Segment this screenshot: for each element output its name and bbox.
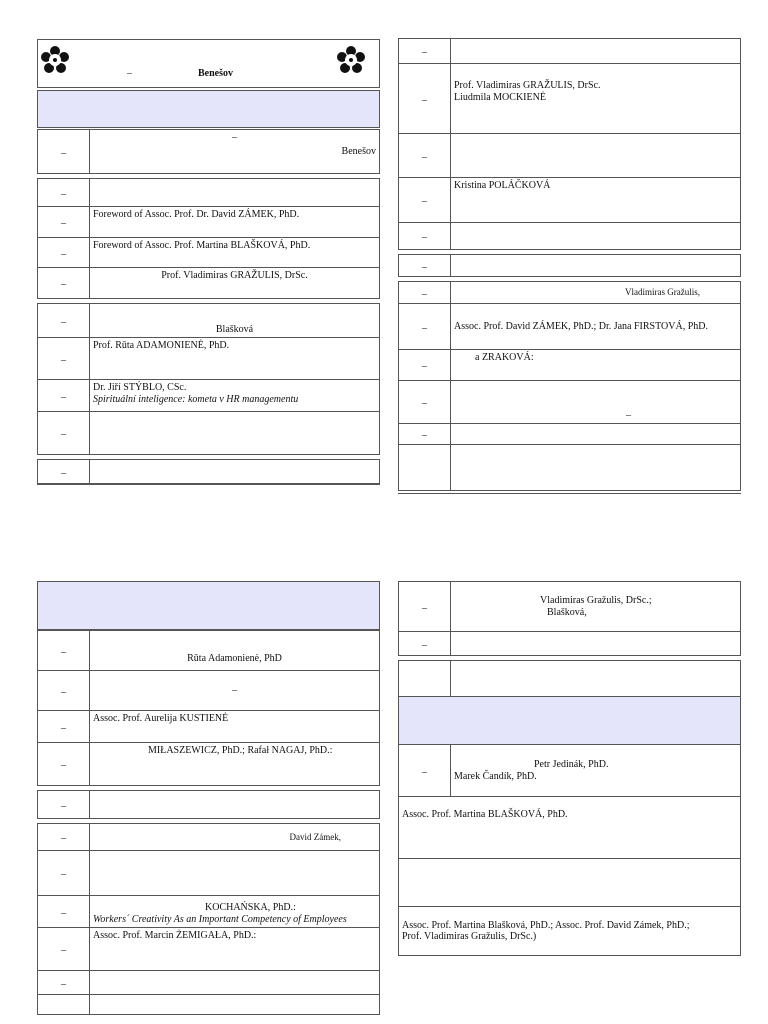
- table-row[interactable]: – Assoc. Prof. Aurelija KUSTIENĖ: [38, 711, 380, 743]
- row-title: Prof. Vladimiras GRAŽULIS, DrSc.: [90, 268, 380, 299]
- q2-double-rule: [398, 490, 741, 494]
- row-author: Assoc. Prof. Martina Blašková, PhD.; Assoc. Prof. David Zámek, PhD.;: [402, 919, 690, 931]
- row-author: Assoc. Prof. Aurelija KUSTIENĖ: [90, 711, 380, 743]
- table-row[interactable]: –: [399, 255, 741, 277]
- table-row[interactable]: – Foreword of Assoc. Prof. Dr. David ZÁMEK, PhD.: [38, 207, 380, 238]
- row-title: Benešov: [341, 145, 376, 157]
- table-row[interactable]: –: [38, 412, 380, 455]
- row-author: Blašková,: [547, 606, 587, 618]
- row-author: Prof. Vladimiras Gražulis, DrSc.): [402, 931, 537, 942]
- row-title: Prof. Rūta ADAMONIENĖ, PhD.: [90, 338, 380, 380]
- table-row[interactable]: – Dr. Jiří STÝBLO, CSc. Spirituální inteligence: kometa v HR managementu: [38, 380, 380, 412]
- table-row[interactable]: [399, 661, 741, 697]
- table-row[interactable]: – Prof. Vladimiras GRAŽULIS, DrSc.: [38, 268, 380, 299]
- table-row[interactable]: – Blašková: [38, 304, 380, 338]
- q3-contents-table: [37, 630, 380, 1015]
- table-row[interactable]: [38, 995, 380, 1015]
- table-row[interactable]: – Kristina POLÁČKOVÁ: [399, 178, 741, 223]
- table-row[interactable]: [399, 859, 741, 907]
- row-author: Vladimiras Gražulis,: [451, 282, 741, 304]
- row-author: Assoc. Prof. Marcin ŻEMIGAŁA, PhD.:: [90, 928, 380, 971]
- table-row[interactable]: – MIŁASZEWICZ, PhD.; Rafał NAGAJ, PhD.:: [38, 743, 380, 786]
- table-row[interactable]: –: [38, 851, 380, 896]
- table-row[interactable]: – – Benešov: [38, 130, 380, 174]
- table-row[interactable]: –: [399, 424, 741, 445]
- q1-bottom-rule: [37, 484, 380, 485]
- table-row[interactable]: –: [399, 223, 741, 250]
- row-author: a ZRAKOVÁ:: [451, 350, 741, 381]
- table-row[interactable]: – Foreword of Assoc. Prof. Martina BLAŠKOVÁ, PhD.: [38, 238, 380, 268]
- table-row[interactable]: [399, 907, 741, 956]
- q1-header-dash: –: [127, 68, 132, 79]
- row-author: MIŁASZEWICZ, PhD.; Rafał NAGAJ, PhD.:: [90, 743, 380, 786]
- table-row[interactable]: – –: [399, 381, 741, 424]
- table-row[interactable]: –: [399, 134, 741, 178]
- table-row[interactable]: –: [38, 791, 380, 819]
- row-author: Prof. Vladimiras GRAŽULIS, DrSc.: [454, 80, 601, 91]
- table-row[interactable]: – Assoc. Prof. David ZÁMEK, PhD.; Dr. Jana FIRSTOVÁ, PhD.: [399, 304, 741, 350]
- table-row[interactable]: – Prof. Rūta ADAMONIENĖ, PhD.: [38, 338, 380, 380]
- table-row[interactable]: –: [38, 179, 380, 207]
- table-row[interactable]: [399, 444, 741, 490]
- row-title: Foreword of Assoc. Prof. Martina BLAŠKOVÁ, PhD.: [90, 238, 380, 268]
- table-row[interactable]: – Assoc. Prof. Marcin ŻEMIGAŁA, PhD.:: [38, 928, 380, 971]
- q4-contents-table: [398, 581, 741, 956]
- table-row[interactable]: [399, 797, 741, 859]
- q2-contents-table: [398, 38, 741, 491]
- row-author: Assoc. Prof. David ZÁMEK, PhD.; Dr. Jana FIRSTOVÁ, PhD.: [451, 304, 741, 350]
- row-author: Dr. Jiří STÝBLO, CSc.: [93, 382, 187, 393]
- q1-section-band: [37, 90, 380, 128]
- table-row[interactable]: –: [38, 460, 380, 484]
- q1-header-box: [37, 39, 380, 88]
- table-row[interactable]: – David Zámek,: [38, 824, 380, 851]
- row-title: Foreword of Assoc. Prof. Dr. David ZÁMEK, PhD.: [90, 207, 380, 238]
- table-row[interactable]: –: [399, 632, 741, 656]
- table-row[interactable]: – Rūta Adamonienė, PhD: [38, 631, 380, 671]
- row-author: Liudmila MOCKIENĖ: [454, 91, 546, 103]
- q1-header-title: Benešov: [198, 68, 233, 79]
- table-row[interactable]: – KOCHAŃSKA, PhD.: Workers´ Creativity As an Important Competency of Employees: [38, 896, 380, 928]
- row-author: Assoc. Prof. Martina BLAŠKOVÁ, PhD.: [399, 797, 741, 859]
- row-author: Kristina POLÁČKOVÁ: [451, 178, 741, 223]
- q4-section-band: [399, 697, 741, 745]
- table-row[interactable]: –: [38, 971, 380, 995]
- q3-section-band: [37, 581, 380, 630]
- table-row[interactable]: – Vladimiras Gražulis,: [399, 282, 741, 304]
- row-author: Petr Jedinák, PhD.: [534, 759, 609, 770]
- table-row[interactable]: – a ZRAKOVÁ:: [399, 350, 741, 381]
- table-row[interactable]: –: [399, 39, 741, 64]
- table-row[interactable]: – Petr Jedinák, PhD. Marek Čandík, PhD.: [399, 745, 741, 797]
- row-author: David Zámek,: [90, 824, 380, 851]
- table-row[interactable]: – –: [38, 671, 380, 711]
- row-author: Vladimiras Gražulis, DrSc.;: [540, 595, 652, 606]
- row-author: KOCHAŃSKA, PhD.:: [205, 902, 296, 913]
- row-number: –: [61, 147, 66, 159]
- table-row[interactable]: – Prof. Vladimiras GRAŽULIS, DrSc. Liudmila MOCKIENĖ: [399, 64, 741, 134]
- row-author: Marek Čandík, PhD.: [454, 770, 537, 782]
- table-row[interactable]: – Vladimiras Gražulis, DrSc.; Blašková,: [399, 582, 741, 632]
- row-title: Spirituální inteligence: kometa v HR managementu: [93, 393, 299, 405]
- q1-contents-table: [37, 129, 380, 484]
- row-title: Workers´ Creativity As an Important Competency of Employees: [93, 913, 347, 925]
- row-author: Rūta Adamonienė, PhD: [90, 631, 380, 671]
- row-title: Blašková: [90, 304, 380, 338]
